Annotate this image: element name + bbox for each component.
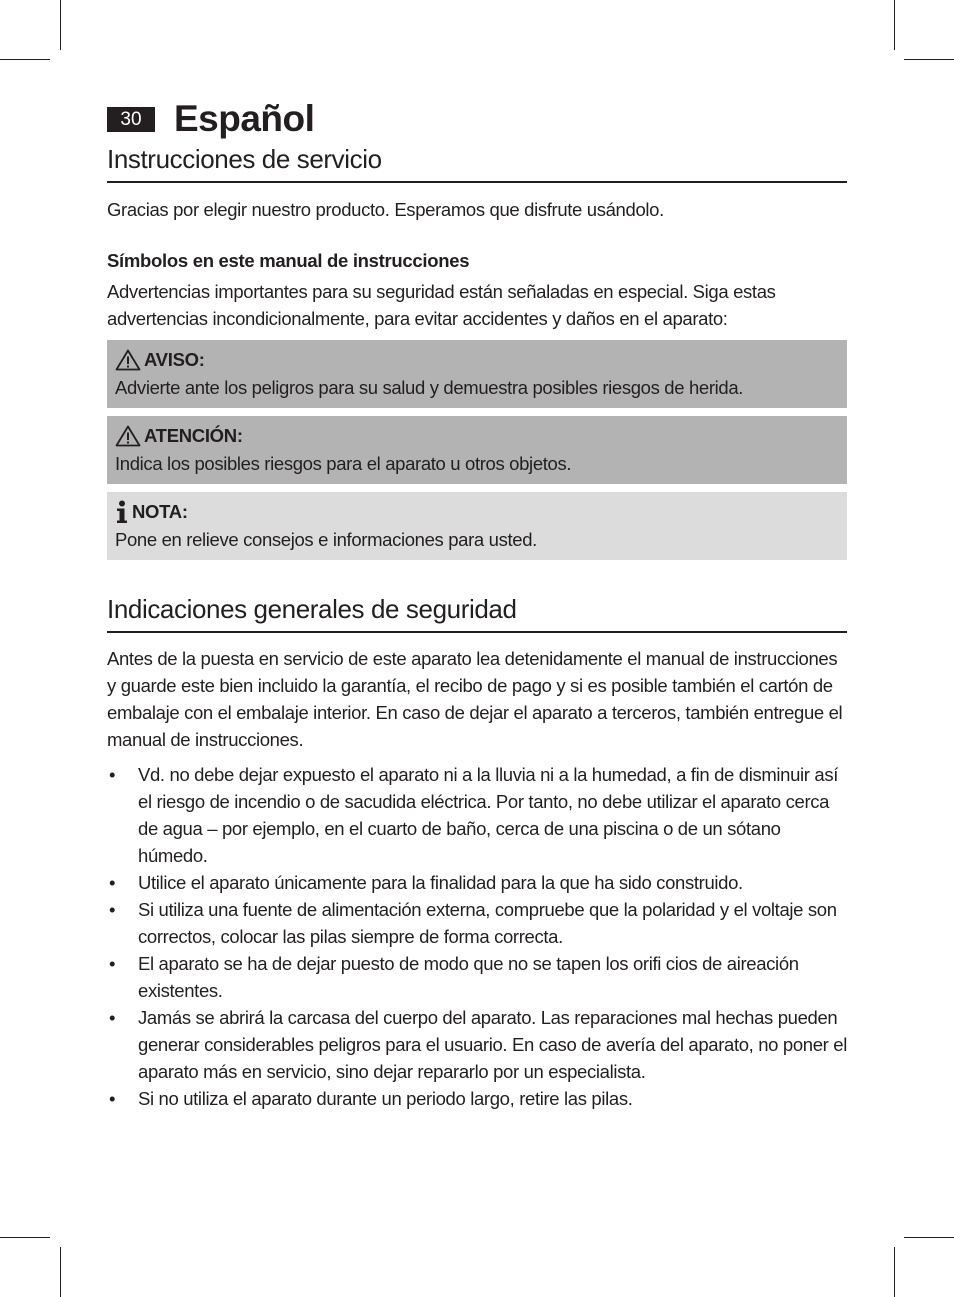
notice-text: Indica los posibles riesgos para el aparato u otros objetos. xyxy=(115,453,572,474)
warning-triangle-icon xyxy=(115,425,141,447)
crop-mark xyxy=(904,59,954,60)
notice-text: Advierte ante los peligros para su salud y demuestra posibles riesgos de herida. xyxy=(115,377,744,398)
notice-box-aviso xyxy=(107,340,847,408)
crop-mark xyxy=(0,1237,50,1238)
list-item xyxy=(107,761,847,869)
symbols-title: Símbolos en este manual de instrucciones xyxy=(107,250,470,271)
safety-list xyxy=(107,761,847,1112)
list-item xyxy=(107,869,847,896)
bullet: • xyxy=(109,899,116,920)
info-icon xyxy=(115,500,129,524)
page-content xyxy=(107,100,847,1112)
notice-heading xyxy=(115,498,839,526)
notice-label: NOTA: xyxy=(132,501,188,522)
list-item-text: Vd. no debe dejar expuesto el aparato ni a la lluvia ni a la humedad, a fin de disminuir así el riesgo de incendio o de sacudida eléctrica. Por tanto, no debe utilizar el aparato cerca de agua – por ejemplo, en el cuarto de baño, cerca de una piscina o de un sótano húmedo. xyxy=(138,764,839,866)
intro-text: Gracias por elegir nuestro producto. Esperamos que disfrute usándolo. xyxy=(107,199,664,220)
notice-boxes xyxy=(107,340,847,560)
notice-box-atencion xyxy=(107,416,847,484)
language-title: Español xyxy=(174,98,315,139)
crop-mark xyxy=(60,0,61,50)
notice-heading xyxy=(115,346,839,374)
crop-mark xyxy=(0,59,50,60)
list-item xyxy=(107,1004,847,1085)
list-item xyxy=(107,896,847,950)
notice-text: Pone en relieve consejos e informaciones para usted. xyxy=(115,529,537,550)
bullet: • xyxy=(109,872,116,893)
list-item-text: Utilice el aparato únicamente para la finalidad para la que ha sido construido. xyxy=(138,872,743,893)
language-header xyxy=(107,100,847,138)
bullet: • xyxy=(109,1007,116,1028)
list-item-text: Si utiliza una fuente de alimentación externa, compruebe que la polaridad y el voltaje son correctos, colocar las pilas siempre de forma correcta. xyxy=(138,899,837,947)
notice-heading xyxy=(115,422,839,450)
notice-label: AVISO: xyxy=(144,349,205,370)
section-title-safety: Indicaciones generales de seguridad xyxy=(107,594,847,633)
section-title-instructions: Instrucciones de servicio xyxy=(107,144,847,183)
list-item xyxy=(107,1085,847,1112)
list-item-text: Si no utiliza el aparato durante un periodo largo, retire las pilas. xyxy=(138,1088,633,1109)
list-item xyxy=(107,950,847,1004)
bullet: • xyxy=(109,953,116,974)
crop-mark xyxy=(904,1237,954,1238)
crop-mark xyxy=(60,1247,61,1297)
crop-mark xyxy=(894,0,895,50)
notice-box-nota xyxy=(107,492,847,560)
page-number: 30 xyxy=(107,107,155,132)
warning-triangle-icon xyxy=(115,349,141,371)
crop-mark xyxy=(894,1247,895,1297)
symbols-text: Advertencias importantes para su seguridad están señaladas en especial. Siga estas advertencias incondicionalmente, para evitar accidentes y daños en el aparato: xyxy=(107,281,776,329)
bullet: • xyxy=(109,1088,116,1109)
notice-label: ATENCIÓN: xyxy=(144,425,243,446)
safety-intro: Antes de la puesta en servicio de este aparato lea detenidamente el manual de instrucciones y guarde este bien incluido la garantía, el recibo de pago y si es posible también el cartón de embalaje con el embalaje interior. En caso de dejar el aparato a terceros, también entregue el manual de instrucciones. xyxy=(107,648,843,750)
list-item-text: El aparato se ha de dejar puesto de modo que no se tapen los orifi cios de aireación existentes. xyxy=(138,953,799,1001)
bullet: • xyxy=(109,764,116,785)
list-item-text: Jamás se abrirá la carcasa del cuerpo del aparato. Las reparaciones mal hechas pueden generar considerables peligros para el usuario. En caso de avería del aparato, no poner el aparato más en servicio, sino dejar repararlo por un especialista. xyxy=(138,1007,847,1082)
